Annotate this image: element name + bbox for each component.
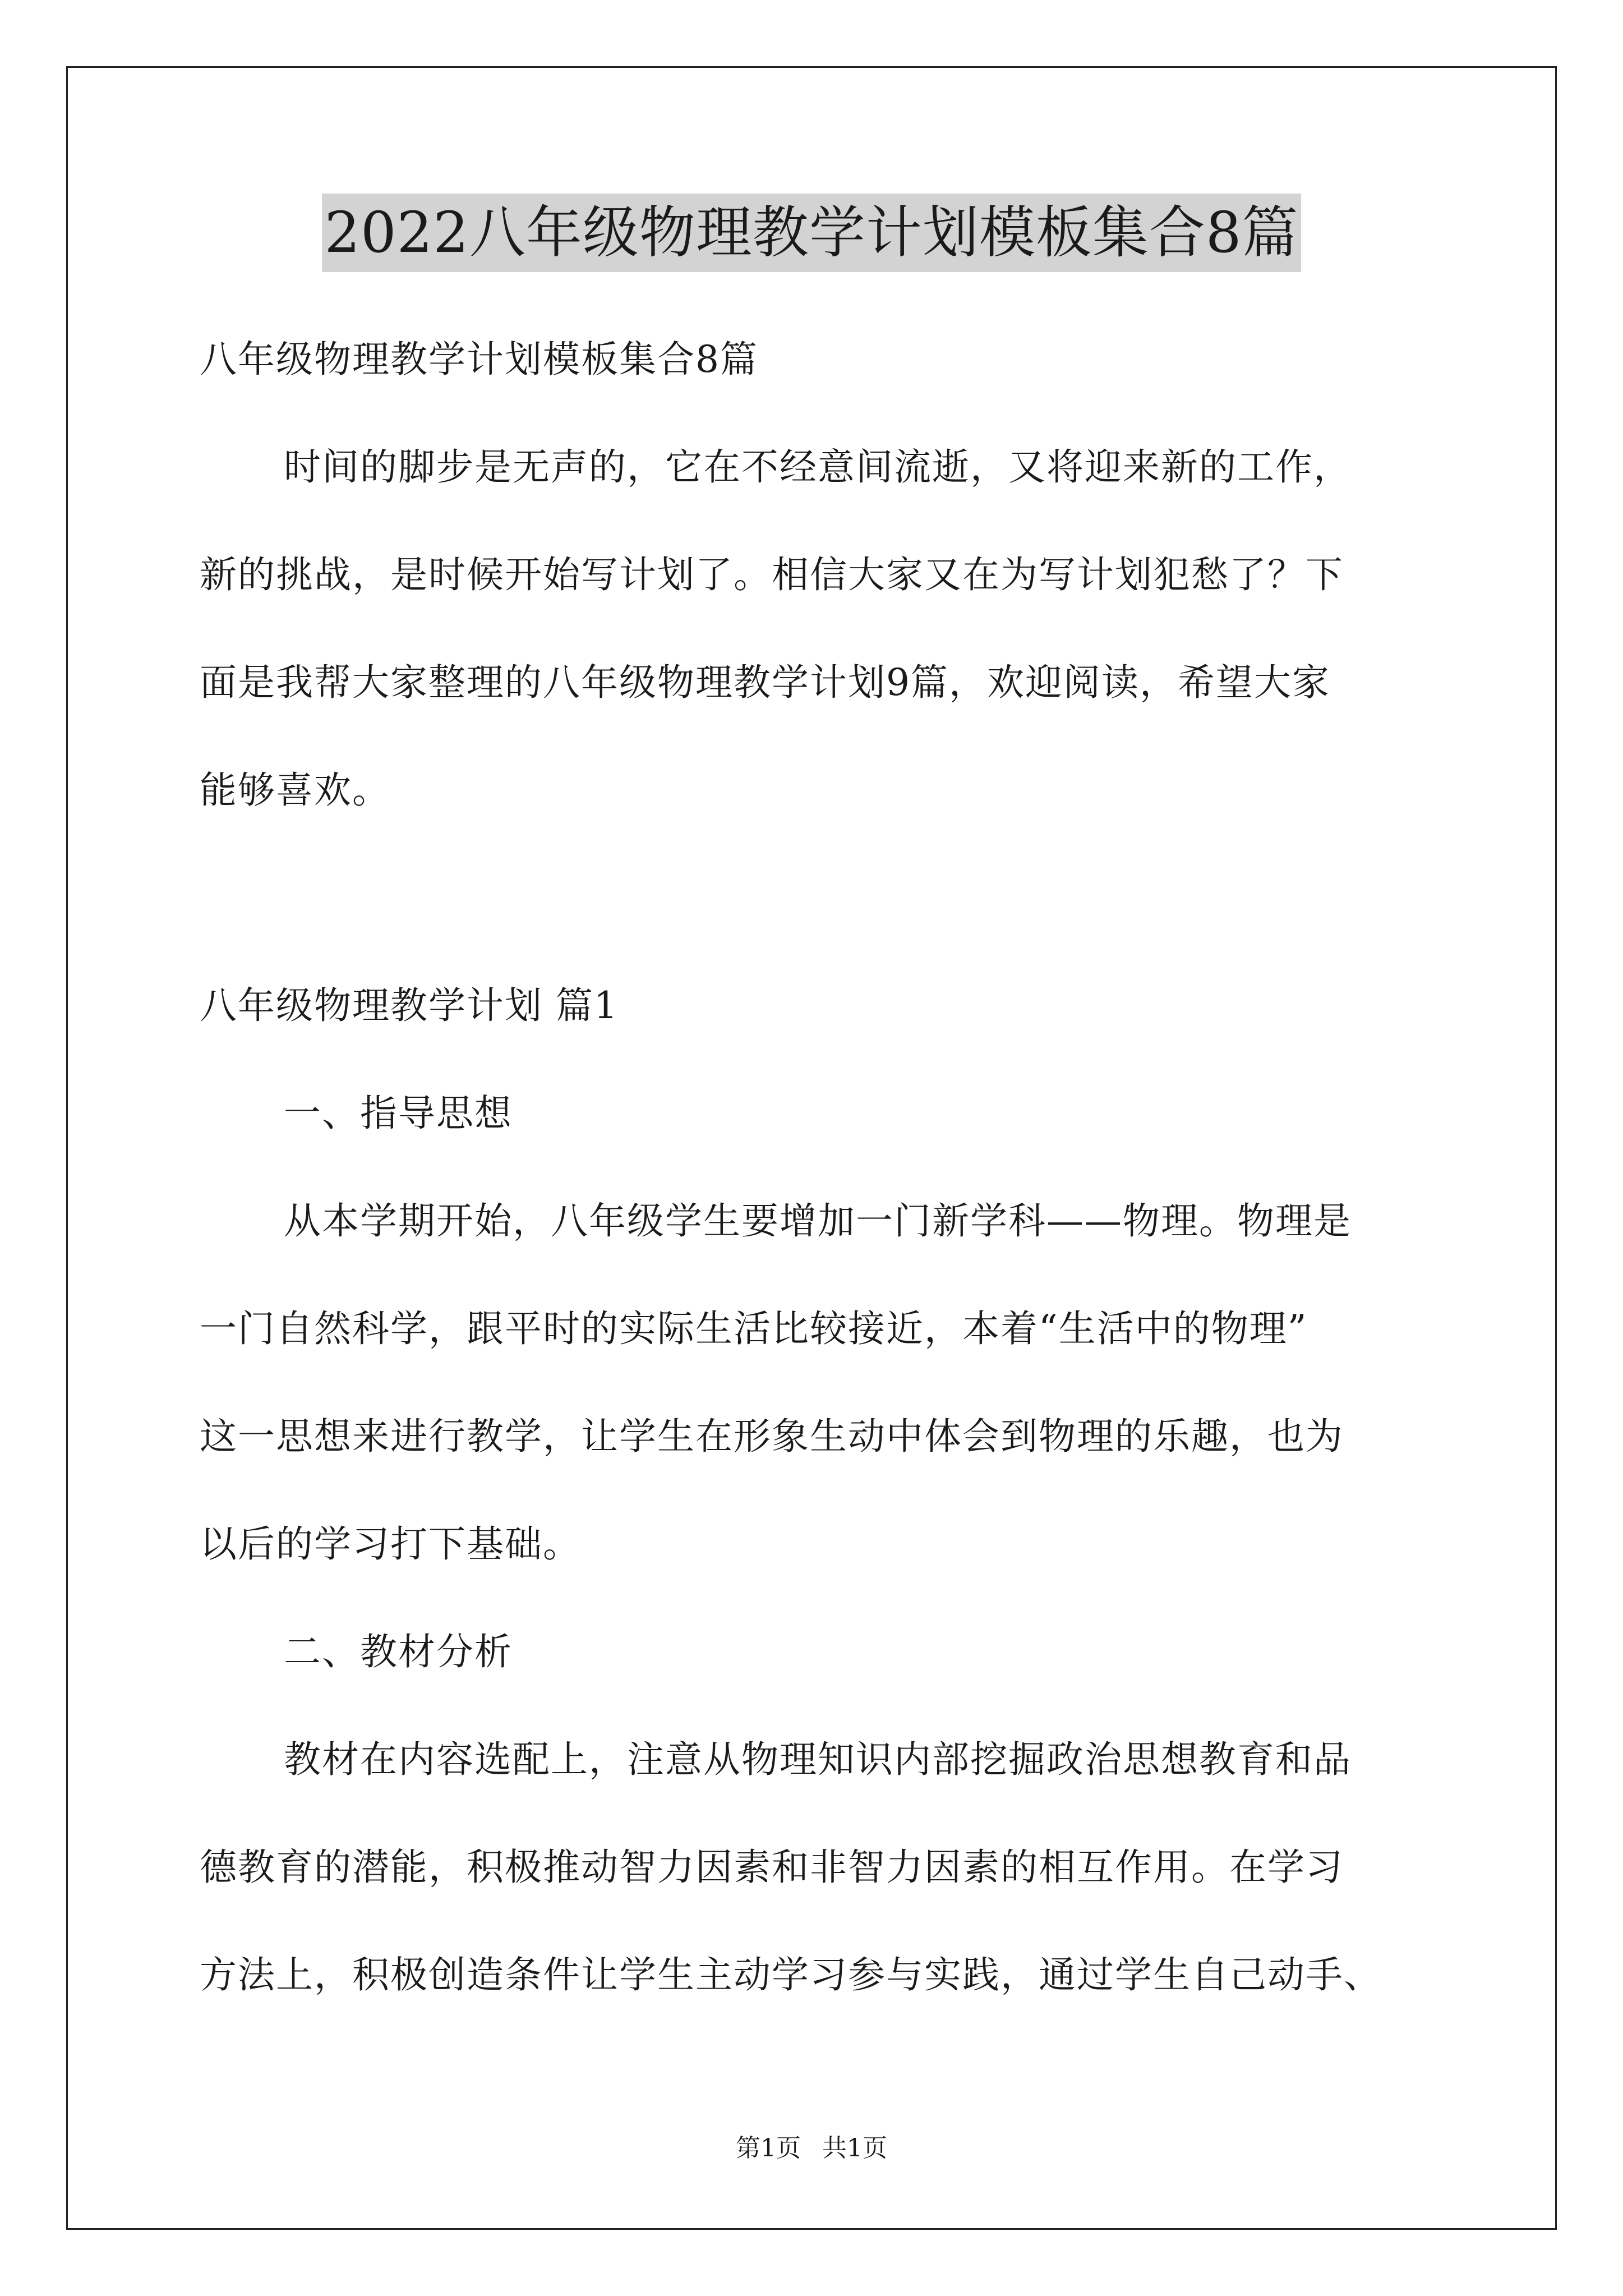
- section-heading: 八年级物理教学计划 篇1: [200, 984, 619, 1027]
- part1-line-3: 这一思想来进行教学，让学生在形象生动中体会到物理的乐趣，也为: [200, 1415, 1344, 1458]
- part2-heading: 二、教材分析: [284, 1630, 513, 1673]
- part1-line-1: 从本学期开始，八年级学生要增加一门新学科——物理。物理是: [284, 1199, 1352, 1243]
- part1-heading: 一、指导思想: [284, 1092, 513, 1135]
- intro-line-3: 面是我帮大家整理的八年级物理教学计划9篇，欢迎阅读，希望大家: [200, 661, 1330, 704]
- part2-line-2: 德教育的潜能，积极推动智力因素和非智力因素的相互作用。在学习: [200, 1846, 1344, 1889]
- intro-line-2: 新的挑战，是时候开始写计划了。相信大家又在为写计划犯愁了？下: [200, 553, 1344, 596]
- document-title: 2022八年级物理教学计划模板集合8篇: [322, 194, 1301, 272]
- page-number: 第1页: [736, 2134, 801, 2162]
- part2-line-3: 方法上，积极创造条件让学生主动学习参与实践，通过学生自己动手、: [200, 1953, 1382, 1996]
- part1-line-4: 以后的学习打下基础。: [200, 1522, 581, 1566]
- title-area: [0, 194, 1623, 272]
- intro-line-1: 时间的脚步是无声的，它在不经意间流逝，又将迎来新的工作，: [284, 445, 1352, 489]
- subtitle-line: 八年级物理教学计划模板集合8篇: [200, 338, 758, 381]
- page-total: 共1页: [822, 2134, 887, 2162]
- paragraph-gap: [200, 844, 1433, 952]
- page-footer: [0, 2132, 1623, 2165]
- document-body: [200, 306, 1433, 2029]
- intro-line-4: 能够喜欢。: [200, 769, 390, 812]
- part2-line-1: 教材在内容选配上，注意从物理知识内部挖掘政治思想教育和品: [284, 1738, 1352, 1781]
- part1-line-2: 一门自然科学，跟平时的实际生活比较接近，本着“生活中的物理”: [200, 1307, 1308, 1350]
